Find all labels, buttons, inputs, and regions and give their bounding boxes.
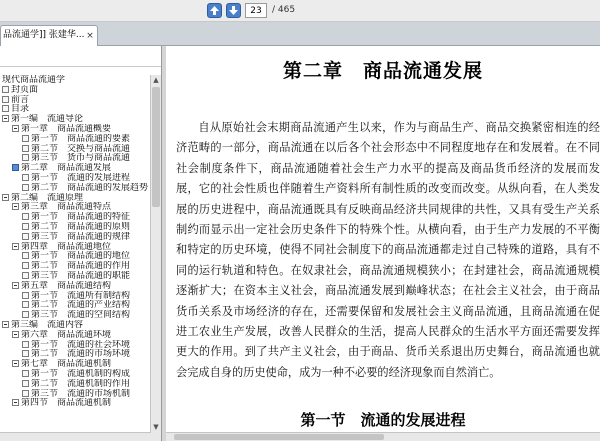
bookmark-label: 第三编 流通内容: [11, 319, 84, 330]
expand-toggle-icon[interactable]: [12, 243, 19, 250]
section-title: 第一节 流通的发展进程: [300, 411, 466, 429]
document-tab[interactable]: [0, 25, 98, 46]
bookmark-label: 第二节 流通的市场环境: [31, 349, 131, 360]
bookmark-label: 第一节 流通的发展进程: [31, 172, 131, 183]
bookmark-page-icon: [22, 154, 29, 161]
bookmark-item[interactable]: [2, 330, 150, 340]
bookmark-item[interactable]: [2, 242, 150, 252]
bookmark-label: 第一编 流通导论: [11, 114, 84, 124]
bookmark-page-icon: [2, 86, 9, 93]
expand-toggle-icon[interactable]: [12, 203, 19, 210]
scroll-up-icon[interactable]: ▲: [153, 76, 159, 84]
expand-toggle-icon[interactable]: [2, 321, 9, 328]
page-scroll-thumb[interactable]: [174, 434, 384, 440]
bookmark-label: 第一节 商品流通的地位: [31, 251, 131, 262]
page-total-label: / 465: [272, 5, 296, 15]
bookmark-item[interactable]: [2, 251, 150, 261]
bookmark-item[interactable]: [2, 261, 150, 271]
navigation-toolbar: [0, 0, 600, 22]
bookmark-label: 第一节 商品流通的要素: [31, 133, 131, 144]
bookmark-page-icon: [22, 174, 29, 181]
expand-toggle-icon[interactable]: [2, 115, 9, 122]
bookmark-page-icon: [22, 252, 29, 259]
next-page-button[interactable]: [226, 3, 241, 18]
bookmark-item[interactable]: [2, 134, 150, 144]
bookmark-item[interactable]: [2, 340, 150, 350]
bookmark-label: 第三节 商品流通的职能: [31, 270, 131, 281]
bookmark-label: 第三节 流通的市场机制: [31, 388, 131, 399]
bookmark-item[interactable]: [2, 300, 150, 310]
bookmark-label: 第一节 流通机制的构成: [31, 368, 131, 379]
scroll-down-icon[interactable]: ▼: [153, 423, 159, 431]
expand-toggle-icon[interactable]: [2, 194, 9, 201]
bookmark-label: 第二节 流通的产业结构: [31, 300, 131, 311]
bookmark-label: 第二节 商品流通的原则: [31, 221, 131, 232]
bookmark-label: 第一章 商品流通概要: [21, 123, 112, 134]
bookmark-item[interactable]: [2, 398, 150, 408]
bookmark-item[interactable]: [2, 124, 150, 134]
bookmark-item[interactable]: [2, 281, 150, 291]
bookmark-page-icon: [22, 311, 29, 318]
bookmark-label: 第二节 商品流通的发展趋势: [31, 182, 149, 193]
bookmark-item[interactable]: [2, 153, 150, 163]
page-horizontal-scrollbar[interactable]: [166, 432, 600, 441]
bookmark-page-icon: [22, 292, 29, 299]
bookmark-label: 第三节 商品流通的规律: [31, 231, 131, 242]
sidebar-scroll-thumb[interactable]: [152, 87, 160, 207]
expand-toggle-icon[interactable]: [12, 360, 19, 367]
bookmark-page-icon: [22, 370, 29, 377]
bookmark-page-icon: [22, 350, 29, 357]
expand-toggle-icon[interactable]: [12, 331, 19, 338]
bookmark-label: 前言: [11, 94, 30, 105]
bookmark-label: 第二章 商品流通发展: [21, 163, 112, 173]
bookmark-item[interactable]: [2, 163, 150, 173]
bookmark-item[interactable]: [2, 271, 150, 281]
bookmark-page-icon: [22, 341, 29, 348]
bookmark-label: 第四节 商品流通机制: [21, 398, 112, 409]
expand-toggle-icon[interactable]: [12, 399, 19, 406]
bookmark-page-icon: [22, 390, 29, 397]
bookmark-tree: [2, 75, 150, 408]
bookmark-page-icon: [22, 213, 29, 220]
bookmark-label: 第三章 商品流通特点: [21, 202, 112, 213]
bookmark-item[interactable]: [2, 212, 150, 222]
expand-toggle-icon[interactable]: [12, 125, 19, 132]
bookmark-page-icon: [22, 272, 29, 279]
sidebar-vertical-scrollbar[interactable]: [150, 75, 161, 441]
bookmark-item[interactable]: [2, 369, 150, 379]
document-tab-label: 品流通学]] 张建华...: [3, 30, 85, 40]
bookmark-item[interactable]: [2, 320, 150, 330]
sidebar-horizontal-scrollbar[interactable]: [0, 432, 151, 441]
bookmark-page-icon: [22, 380, 29, 387]
bookmark-item[interactable]: [2, 183, 150, 193]
page-number-input[interactable]: [245, 3, 267, 18]
body-paragraph: 自从原始社会末期商品流通产生以来，作为与商品生产、商品交换紧密相连的经济范畴的一部分，商品流通在以后各个社会形态中不同程度地存在和发展着。在不同社会制度条件下，商品流通随着社会生产力水平的提高及商品货币经济的发展而发展，它的社会性质也伴随着生产资料所有制性质的改变而改变。从纵向看，在人类发展的历史进程中，商品流通既具有反映商品经济共同规律的共性，又具有受生产关系制约而显示出一定社会历史条件下的特殊个性。从横向看，由于生产力发展的不平衡和特定的历史环境，使得不同社会制度下的商品流通都走过自己特殊的道路，具有不同的运行轨道和特色。在奴隶社会，商品流通规模狭小；在封建社会，商品流通规模逐渐扩大；在资本主义社会，商品流通发展到巅峰状态；在社会主义社会，由于商品货币关系及市场经济的存在，还需要保留和发展社会主义商品流通，且商品流通在促进工农业生产发展，改善人民群众的生活，提高人民群众的生活水平方面还需要发挥更大的作用。到了共产主义社会，由于商品、货币关系退出历史舞台，商品流通也就会完成自身的历史使命，成为一种不必要的经济现象而自然消亡。: [176, 121, 600, 379]
arrow-down-icon: [227, 4, 240, 17]
bookmark-item[interactable]: [2, 232, 150, 242]
bookmark-page-icon: [22, 145, 29, 152]
bookmark-page-icon: [22, 233, 29, 240]
bookmark-item[interactable]: [2, 144, 150, 154]
bookmark-item[interactable]: [2, 114, 150, 124]
chapter-title: 第二章 商品流通发展: [282, 60, 483, 82]
bookmark-page-icon: [2, 105, 9, 112]
previous-page-button[interactable]: [207, 3, 222, 18]
bookmark-label: 第五章 商品流通结构: [21, 280, 112, 291]
bookmark-page-icon: [22, 301, 29, 308]
bookmark-label: 第二节 流通机制的作用: [31, 378, 131, 389]
bookmark-item[interactable]: [2, 85, 150, 95]
bookmark-page-icon: [2, 96, 9, 103]
bookmark-item[interactable]: [2, 104, 150, 114]
bookmark-label: 目录: [11, 104, 30, 115]
bookmark-label: 第三节 流通的空间结构: [31, 310, 131, 320]
bookmark-item[interactable]: [2, 75, 150, 85]
bookmark-page-icon: [12, 164, 19, 171]
bookmark-page-icon: [22, 262, 29, 269]
bookmark-label: 封页面: [11, 84, 39, 95]
bookmark-label: 第二节 交换与商品流通: [31, 143, 131, 154]
bookmark-label: 第四章 商品流通地位: [21, 241, 112, 252]
bookmark-label: 第一节 流通的社会环境: [31, 339, 131, 350]
expand-toggle-icon[interactable]: [12, 282, 19, 289]
bookmark-item[interactable]: [2, 202, 150, 212]
bookmark-item[interactable]: [2, 349, 150, 359]
bookmark-sidebar: [0, 46, 162, 441]
bookmark-label: 第二节 商品流通的作用: [31, 261, 131, 271]
arrow-up-icon: [208, 4, 221, 17]
bookmark-label: 第一节 流通所有制结构: [31, 290, 131, 301]
bookmark-item[interactable]: [2, 310, 150, 320]
bookmark-page-icon: [22, 223, 29, 230]
bookmark-label: 第七章 商品流通机制: [21, 359, 112, 369]
bookmark-item[interactable]: [2, 95, 150, 105]
bookmark-item[interactable]: [2, 379, 150, 389]
bookmark-label: 第二编 流通原理: [11, 192, 84, 203]
bookmark-label: 第三节 货币与商品流通: [31, 153, 131, 164]
bookmark-item[interactable]: [2, 359, 150, 369]
bookmark-label: 第一节 商品流通的特征: [31, 212, 131, 222]
bookmark-item[interactable]: [2, 222, 150, 232]
document-tab-strip: [0, 22, 600, 46]
bookmark-item[interactable]: [2, 193, 150, 203]
bookmark-item[interactable]: [2, 389, 150, 399]
document-page: [166, 46, 600, 441]
bookmark-label: 现代商品流通学: [2, 75, 66, 85]
bookmark-page-icon: [22, 184, 29, 191]
bookmark-page-icon: [22, 135, 29, 142]
bookmark-label: 第六章 商品流通环境: [21, 329, 112, 340]
bookmark-item[interactable]: [2, 291, 150, 301]
bookmark-item[interactable]: [2, 173, 150, 183]
close-icon[interactable]: ×: [86, 31, 94, 41]
